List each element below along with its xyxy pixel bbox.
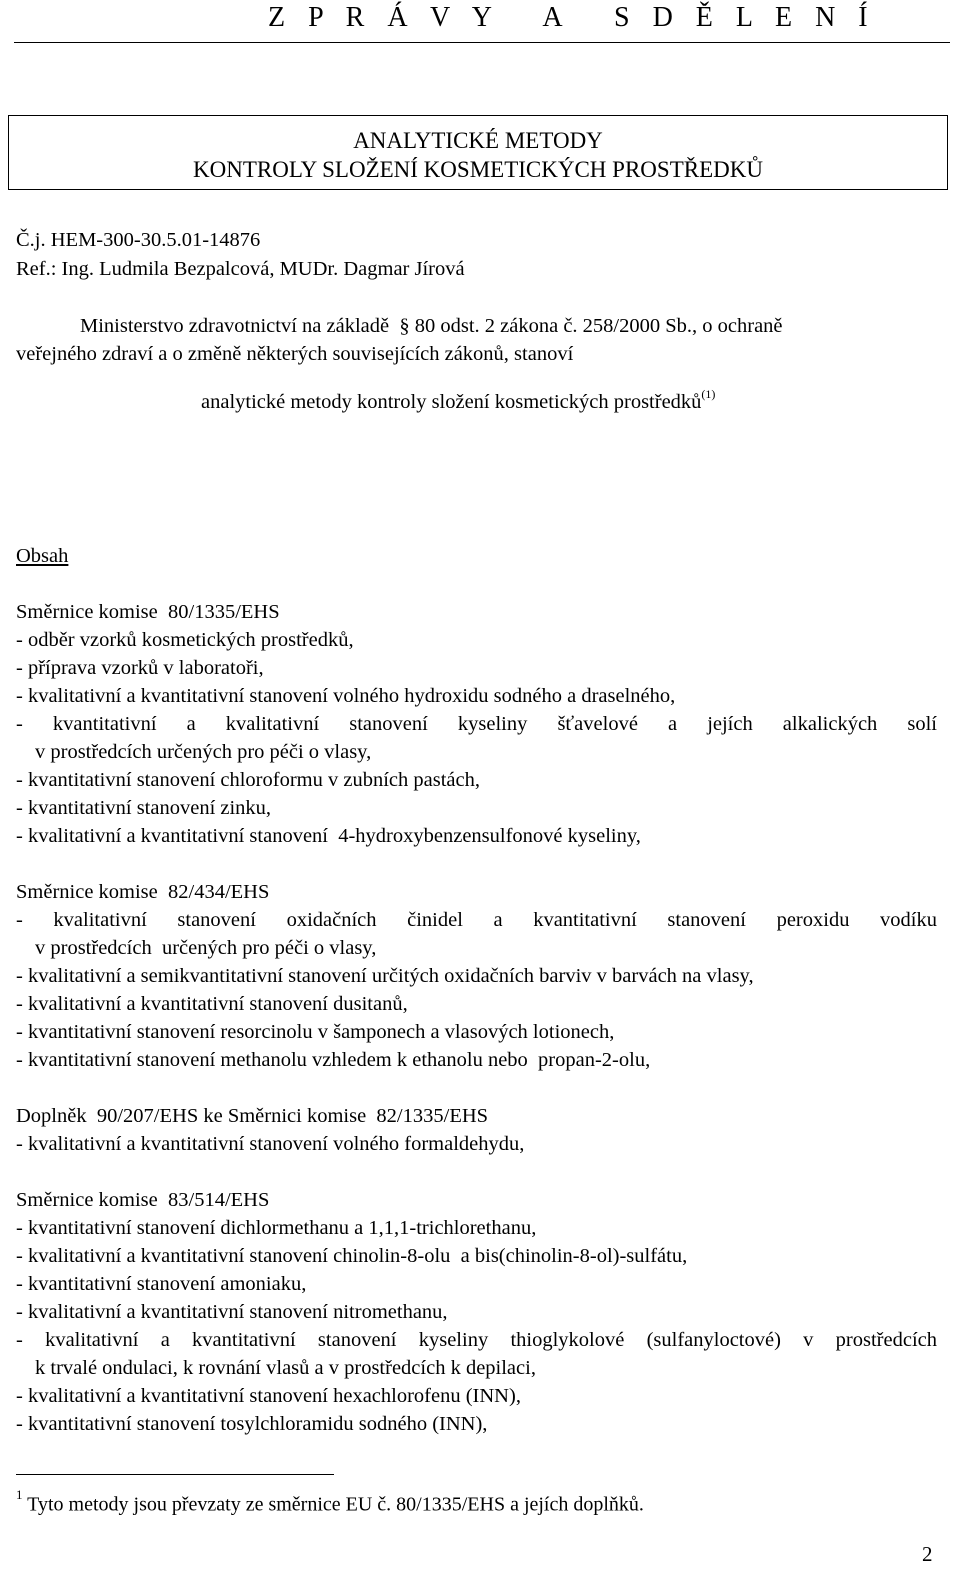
footnote-text: Tyto metody jsou převzaty ze směrnice EU č. 80/1335/EHS a jejích doplňků. (22, 1493, 644, 1516)
list-item-continuation: v prostředcích určených pro péči o vlasy, (35, 937, 377, 959)
intro-line-1: Ministerstvo zdravotnictví na základě § 80 odst. 2 zákona č. 258/2000 Sb., o ochraně (80, 315, 783, 337)
list-item: - kvantitativní stanovení resorcinolu v šamponech a vlasových lotionech, (16, 1021, 615, 1043)
list-item: - příprava vzorků v laboratoři, (16, 657, 264, 679)
page-number: 2 (922, 1542, 933, 1566)
list-item: - kvalitativní a kvantitativní stanovení hexachlorofenu (INN), (16, 1385, 521, 1407)
list-item: - kvalitativní a kvantitativní stanovení volného hydroxidu sodného a draselného, (16, 685, 676, 707)
title-line-1: ANALYTICKÉ METODY (353, 128, 603, 153)
intro-line-2: veřejného zdraví a o změně některých souvisejících zákonů, stanoví (16, 343, 574, 365)
header-divider (14, 42, 950, 43)
list-item: - kvalitativní stanovení oxidačních činidel a kvantitativní stanovení peroxidu vodíku (16, 909, 937, 931)
footnote (16, 1487, 644, 1517)
intro-line-3-text: analytické metody kontroly složení kosmetických prostředků (201, 390, 702, 413)
list-item: - kvantitativní stanovení dichlormethanu a 1,1,1-trichlorethanu, (16, 1217, 537, 1239)
list-item: - kvalitativní a semikvantitativní stanovení určitých oxidačních barviv v barvách na vlasy, (16, 965, 754, 987)
intro-line-3 (201, 384, 715, 414)
list-item: - kvalitativní a kvantitativní stanovení dusitanů, (16, 993, 408, 1015)
contents-heading: Obsah (16, 545, 69, 567)
footnote-reference: (1) (701, 387, 716, 401)
list-item: - kvalitativní a kvantitativní stanovení chinolin-8-olu a bis(chinolin-8-ol)-sulfátu, (16, 1245, 688, 1267)
list-item: - kvalitativní a kvantitativní stanovení kyseliny thioglykolové (sulfanyloctové) v prostředcích (16, 1329, 937, 1351)
directive-title: Směrnice komise 82/434/EHS (16, 881, 270, 903)
directive-title: Směrnice komise 80/1335/EHS (16, 601, 280, 623)
list-item: - kvantitativní stanovení chloroformu v zubních pastách, (16, 769, 480, 791)
list-item: - kvalitativní a kvantitativní stanovení nitromethanu, (16, 1301, 448, 1323)
list-item: - odběr vzorků kosmetických prostředků, (16, 629, 354, 651)
list-item: - kvantitativní stanovení zinku, (16, 797, 272, 819)
list-item: - kvalitativní a kvantitativní stanovení volného formaldehydu, (16, 1133, 525, 1155)
list-item-continuation: k trvalé ondulaci, k rovnání vlasů a v prostředcích k depilaci, (35, 1357, 536, 1379)
list-item: - kvantitativní a kvalitativní stanovení kyseliny šťavelové a jejích alkalických solí (16, 713, 937, 735)
list-item: - kvantitativní stanovení amoniaku, (16, 1273, 307, 1295)
list-item: - kvantitativní stanovení methanolu vzhledem k ethanolu nebo propan-2-olu, (16, 1049, 651, 1071)
list-item: - kvalitativní a kvantitativní stanovení 4-hydroxybenzensulfonové kyseliny, (16, 825, 641, 847)
reference-number: Č.j. HEM-300-30.5.01-14876 (16, 229, 261, 251)
section-header-title: Z P R Á V Y A S D Ě L E N Í (268, 2, 876, 33)
directive-title: Směrnice komise 83/514/EHS (16, 1189, 270, 1211)
reference-authors: Ref.: Ing. Ludmila Bezpalcová, MUDr. Dagmar Jírová (16, 258, 465, 280)
list-item: - kvantitativní stanovení tosylchloramidu sodného (INN), (16, 1413, 488, 1435)
directive-title: Doplněk 90/207/EHS ke Směrnici komise 82/1335/EHS (16, 1105, 489, 1127)
title-line-2: KONTROLY SLOŽENÍ KOSMETICKÝCH PROSTŘEDKŮ (193, 157, 763, 182)
document-title-box (8, 115, 948, 190)
footnote-mark: 1 (16, 1487, 23, 1502)
footnote-divider (16, 1474, 334, 1475)
list-item-continuation: v prostředcích určených pro péči o vlasy, (35, 741, 372, 763)
